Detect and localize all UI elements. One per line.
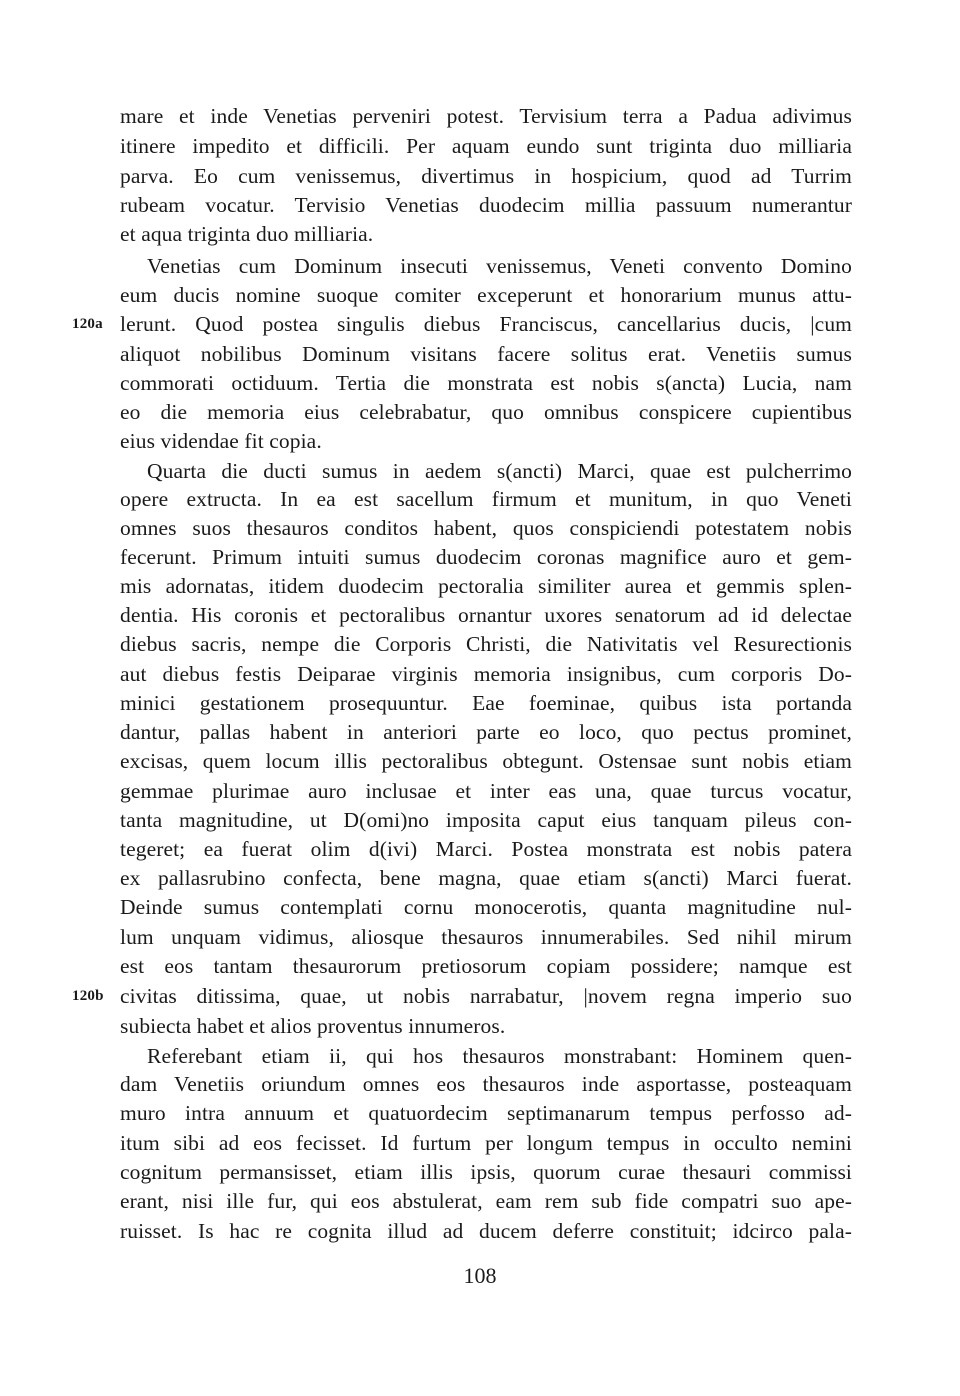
text-line: opere extructa. In ea est sacellum firmum et munitum, in quo Veneti (120, 487, 852, 511)
text-line: ruisset. Is hac re cognita illud ad ducem deferre constituit; idcirco pala- (120, 1219, 852, 1243)
text-line: erant, nisi ille fur, qui eos abstulerat, eam rem sub fide compatri suo ape- (120, 1189, 852, 1213)
page-number: 108 (463, 1263, 497, 1288)
text-line: lerunt. Quod postea singulis diebus Franciscus, cancellarius ducis, |cum (120, 312, 852, 336)
text-line: ex pallasrubino confecta, bene magna, quae etiam s(ancti) Marci fuerat. (120, 866, 852, 890)
text-line: cognitum permansisset, etiam illis ipsis, quorum curae thesauri commissi (120, 1160, 852, 1184)
margin-note-folio: 120a (72, 316, 103, 332)
margin-note-folio: 120b (72, 988, 104, 1004)
text-line: muro intra annuum et quatuordecim septimanarum tempus perfosso ad- (120, 1101, 852, 1125)
text-line: rubeam vocatur. Tervisio Venetias duodecim millia passuum numerantur (120, 193, 852, 217)
text-line: dam Venetiis oriundum omnes eos thesauros inde asportasse, posteaquam (120, 1072, 852, 1096)
text-line: civitas ditissima, quae, ut nobis narrabatur, |novem regna imperio suo (120, 984, 852, 1008)
text-line: gemmae plurimae auro inclusae et inter eas una, quae turcus vocatur, (120, 779, 852, 803)
paragraph-first-line: Quarta die ducti sumus in aedem s(ancti) Marci, quae est pulcherrimo (147, 459, 852, 483)
text-line: tegeret; ea fuerat olim d(ivi) Marci. Postea monstrata est nobis patera (120, 837, 852, 861)
text-line: et aqua triginta duo milliaria. (120, 222, 374, 246)
text-line: tanta magnitudine, ut D(omi)no imposita caput eius tanquam pileus con- (120, 808, 852, 832)
text-line: parva. Eo cum venissemus, divertimus in hospicium, quod ad Turrim (120, 164, 852, 188)
text-line: aut diebus festis Deiparae virginis memoria insignibus, cum corporis Do- (120, 662, 852, 686)
text-line: minici gestationem prosequuntur. Eae foeminae, quibus ista portanda (120, 691, 852, 715)
text-line: subiecta habet et alios proventus innumeros. (120, 1014, 506, 1038)
text-line: Deinde sumus contemplati cornu monocerotis, quanta magnitudine nul- (120, 895, 852, 919)
text-line: dentia. His coronis et pectoralibus ornantur uxores senatorum ad id delectae (120, 603, 852, 627)
text-line: dantur, pallas habent in anteriori parte eo loco, quo pectus prominet, (120, 720, 852, 744)
text-line: eum ducis nomine suoque comiter exceperunt et honorarium munus attu- (120, 283, 852, 307)
text-line: eius videndae fit copia. (120, 429, 322, 453)
text-line: mare et inde Venetias perveniri potest. Tervisium terra a Padua adivimus (120, 104, 852, 128)
text-line: commorati octiduum. Tertia die monstrata est nobis s(ancta) Lucia, nam (120, 371, 852, 395)
text-line: itum sibi ad eos fecisset. Id furtum per longum tempus in occulto nemini (120, 1131, 852, 1155)
paragraph-first-line: Venetias cum Dominum insecuti venissemus, Veneti convento Domino (147, 254, 852, 278)
text-line: aliquot nobilibus Dominum visitans facere solitus erat. Venetiis sumus (120, 342, 852, 366)
text-line: diebus sacris, nempe die Corporis Christi, die Nativitatis vel Resurectionis (120, 632, 852, 656)
text-line: fecerunt. Primum intuiti sumus duodecim coronas magnifice auro et gem- (120, 545, 852, 569)
text-line: omnes suos thesauros conditos habent, quos conspiciendi potestatem nobis (120, 516, 852, 540)
text-line: excisas, quem locum illis pectoralibus obtegunt. Ostensae sunt nobis etiam (120, 749, 852, 773)
paragraph-first-line: Referebant etiam ii, qui hos thesauros monstrabant: Hominem quen- (147, 1044, 852, 1068)
text-line: mis adornatas, itidem duodecim pectoralia similiter aurea et gemmis splen- (120, 574, 852, 598)
text-line: est eos tantam thesaurorum pretiosorum copiam possidere; namque est (120, 954, 852, 978)
text-line: lum unquam vidimus, aliosque thesauros innumerabiles. Sed nihil mirum (120, 925, 852, 949)
text-line: eo die memoria eius celebrabatur, quo omnibus conspicere cupientibus (120, 400, 852, 424)
text-line: itinere impedito et difficili. Per aquam eundo sunt triginta duo milliaria (120, 134, 852, 158)
